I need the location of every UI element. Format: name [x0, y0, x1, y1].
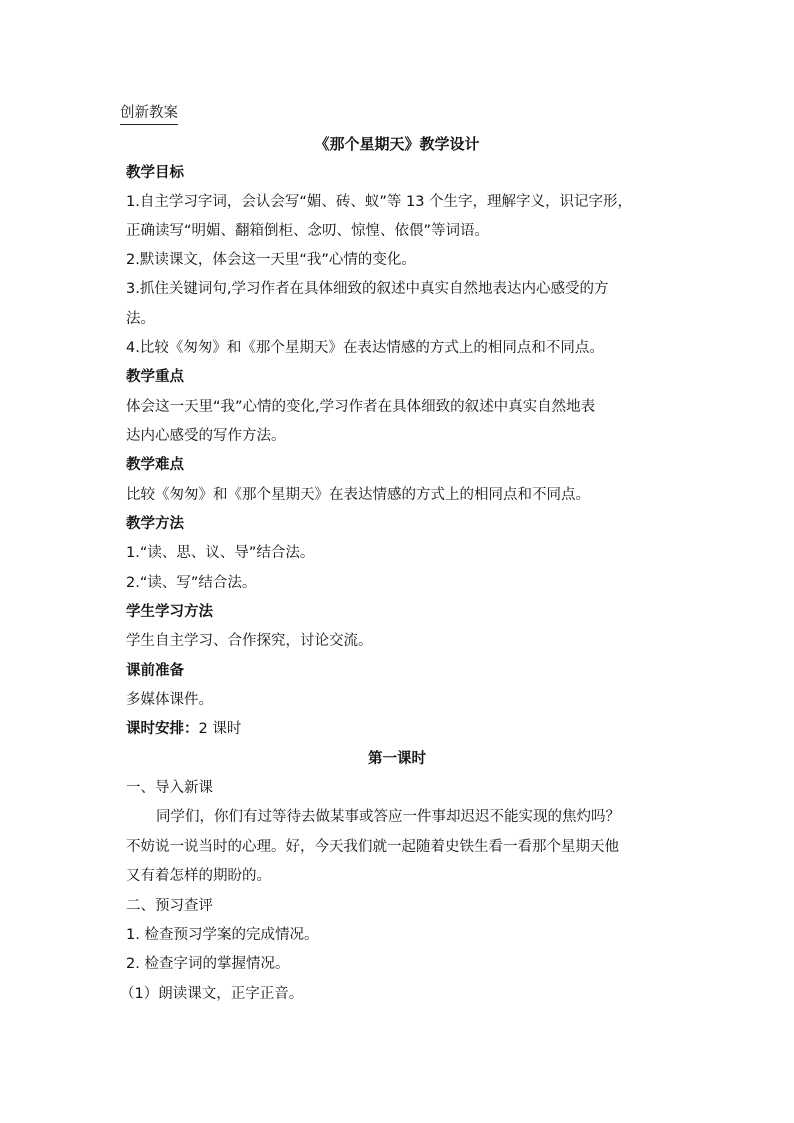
method-2: 2.“读、写”结合法。 [126, 575, 257, 591]
lesson-heading: 第一课时 [368, 751, 426, 767]
study-heading: 学生学习方法 [126, 604, 213, 620]
study-text: 学生自主学习、合作探究，讨论交流。 [126, 633, 373, 649]
key-heading: 教学重点 [126, 369, 184, 385]
objective-1-line-1: 1.自主学习字词，会认会写“媚、砖、蚁”等 13 个生字，理解字义，识记字形， [126, 194, 633, 210]
prep-text: 多媒体课件。 [126, 692, 213, 708]
schedule-label: 课时安排： [126, 721, 199, 737]
objective-3-line-1: 3.抓住关键词句,学习作者在具体细致的叙述中真实自然地表达内心感受的方 [126, 281, 609, 297]
objective-1-line-2: 正确读写“明媚、翻箱倒柜、念叨、惊惶、依偎”等词语。 [126, 223, 490, 239]
schedule-value: 2 课时 [198, 721, 242, 737]
intro-line-1: 同学们，你们有过等待去做某事或答应一件事却迟迟不能实现的焦灼吗？ [156, 809, 620, 825]
objective-3-line-2: 法。 [126, 311, 155, 327]
objective-2: 2.默读课文，体会这一天里“我”心情的变化。 [126, 252, 416, 268]
key-line-2: 达内心感受的写作方法。 [126, 428, 286, 444]
document-title: 《那个星期天》教学设计 [314, 135, 480, 153]
check-2-1: （1）朗读课文，正字正音。 [120, 986, 304, 1002]
key-line-1: 体会这一天里“我”心情的变化,学习作者在具体细致的叙述中真实自然地表 [126, 399, 596, 415]
difficulty-heading: 教学难点 [126, 457, 184, 473]
check-2: 2. 检查字词的掌握情况。 [126, 956, 290, 972]
header-tag: 创新教案 [120, 103, 178, 125]
difficulty-text: 比较《匆匆》和《那个星期天》在表达情感的方式上的相同点和不同点。 [126, 487, 590, 503]
prep-heading: 课前准备 [126, 663, 184, 679]
method-1: 1.“读、思、议、导”结合法。 [126, 545, 315, 561]
intro-line-3: 又有着怎样的期盼的。 [126, 868, 271, 884]
intro-line-2: 不妨说一说当时的心理。好，今天我们就一起随着史铁生看一看那个星期天他 [126, 839, 619, 855]
schedule-line [126, 719, 686, 739]
check-1: 1. 检查预习学案的完成情况。 [126, 927, 319, 943]
objectives-heading: 教学目标 [126, 165, 184, 181]
objective-4: 4.比较《匆匆》和《那个星期天》在表达情感的方式上的相同点和不同点。 [126, 340, 604, 356]
method-heading: 教学方法 [126, 516, 184, 532]
part2-heading: 二、预习查评 [126, 898, 213, 914]
part1-heading: 一、导入新课 [126, 780, 213, 796]
